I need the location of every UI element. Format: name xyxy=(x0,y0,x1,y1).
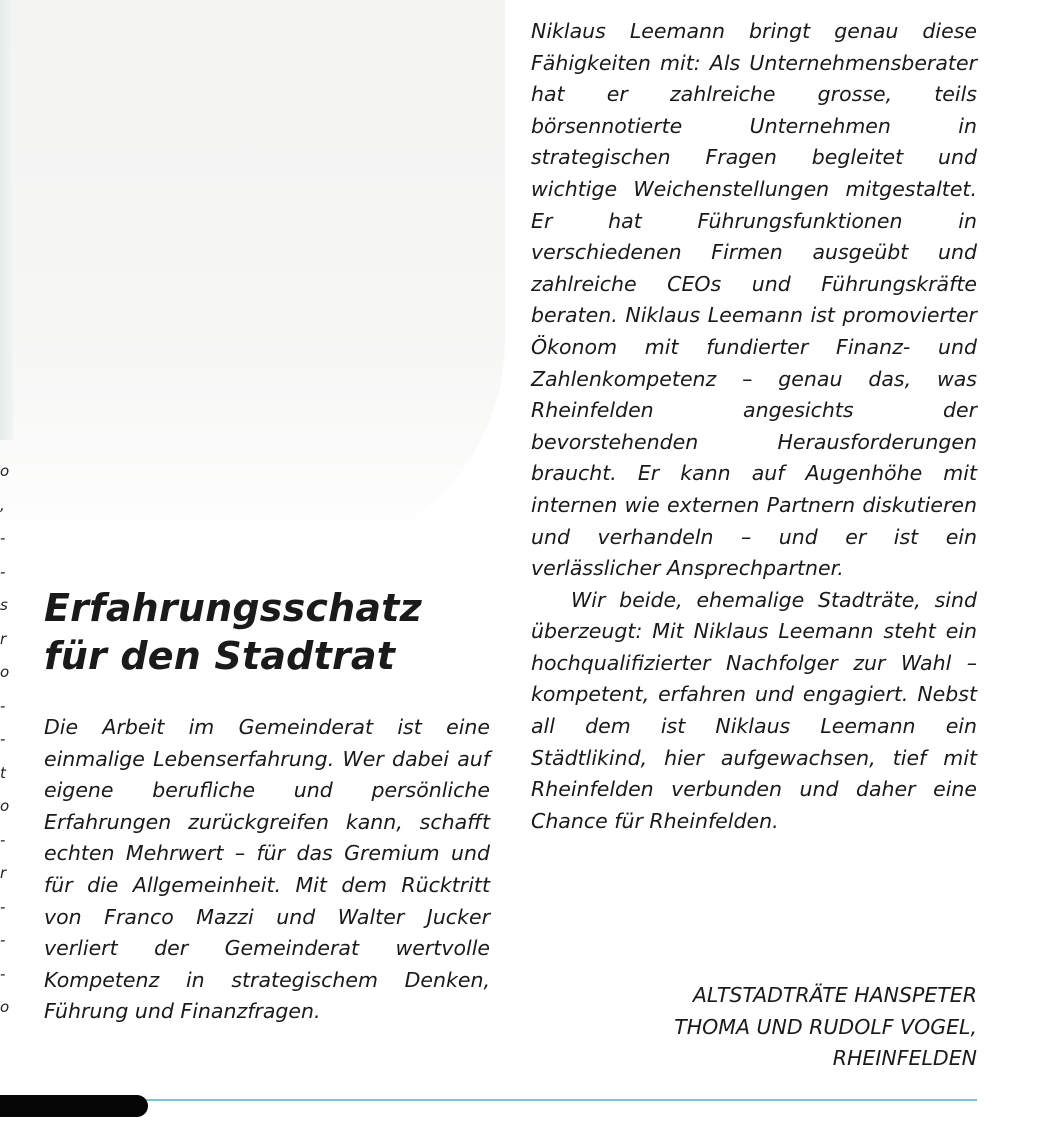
fragment: - xyxy=(0,730,6,748)
footer-pill xyxy=(0,1095,148,1117)
signature-line-2: THOMA UND RUDOLF VOGEL, xyxy=(674,1014,977,1039)
left-column xyxy=(44,712,490,1028)
fragment: - xyxy=(0,897,6,916)
fragment: - xyxy=(0,562,6,581)
article-headline xyxy=(44,584,504,680)
signature-line-1: ALTSTADTRÄTE HANSPETER xyxy=(692,983,977,1007)
fragment: - xyxy=(0,964,6,983)
signature-line-3: RHEINFELDEN xyxy=(832,1046,977,1071)
author-signature xyxy=(557,980,977,1075)
right-paragraph-1: Niklaus Leemann bringt genau diese Fähigkeiten mit: Als Unternehmensberater hat er zahlreiche grosse, teils börsennotierte Unternehmen in strategischen Fragen begleitet und wichtige Weichenstellungen mitgestaltet. Er hat Führungsfunktionen in verschiedenen Firmen ausgeübt und zahlreiche CEOs und Führungskräfte beraten. Niklaus Leemann ist promovierter Ökonom mit fundierter Finanz- und Zahlenkompetenz – genau das, was Rheinfelden angesichts der bevorstehenden Herausforderungen braucht. Er kann auf Augenhöhe mit internen wie externen Partnern diskutieren und verhandeln – und er ist ein verlässlicher Ansprechpartner. xyxy=(531,19,977,581)
headline-line-1: Erfahrungsschatz xyxy=(44,586,422,630)
photo-edge xyxy=(0,0,14,440)
headline-line-2: für den Stadtrat xyxy=(44,634,396,678)
right-column xyxy=(531,16,977,837)
fragment: - xyxy=(0,529,6,547)
fragment: - xyxy=(0,931,6,949)
fragment: t xyxy=(0,763,6,782)
footer-rule xyxy=(120,1099,977,1101)
fragment: o xyxy=(0,663,10,681)
fragment: , xyxy=(0,495,5,514)
fragment: - xyxy=(0,696,6,715)
fragment: - xyxy=(0,830,6,849)
fragment: o xyxy=(0,797,10,815)
fragment: o xyxy=(0,998,10,1016)
fragment: r xyxy=(0,629,7,648)
right-paragraph-2: Wir beide, ehemalige Stadträte, sind überzeugt: Mit Niklaus Leemann steht ein hochqualifizierter Nachfolger zur Wahl – kompetent, erfahren und engagiert. Nebst all dem ist Niklaus Leemann ein Städtlikind, hier aufgewachsen, tief mit Rheinfelden verbunden und daher eine Chance für Rheinfelden. xyxy=(531,587,977,833)
photo-area xyxy=(0,0,505,560)
fragment: o xyxy=(0,462,10,480)
previous-column-fragments xyxy=(0,455,12,1025)
fragment: r xyxy=(0,864,7,882)
left-paragraph: Die Arbeit im Gemeinderat ist eine einmalige Lebenserfahrung. Wer dabei auf eigene berufliche und persönliche Erfahrungen zurückgreifen kann, schafft echten Mehrwert – für das Gremium und für die Allgemeinheit. Mit dem Rücktritt von Franco Mazzi und Walter Jucker verliert der Gemeinderat wertvolle Kompetenz in strategischem Denken, Führung und Finanzfragen. xyxy=(44,715,490,1024)
fragment: s xyxy=(0,596,8,614)
